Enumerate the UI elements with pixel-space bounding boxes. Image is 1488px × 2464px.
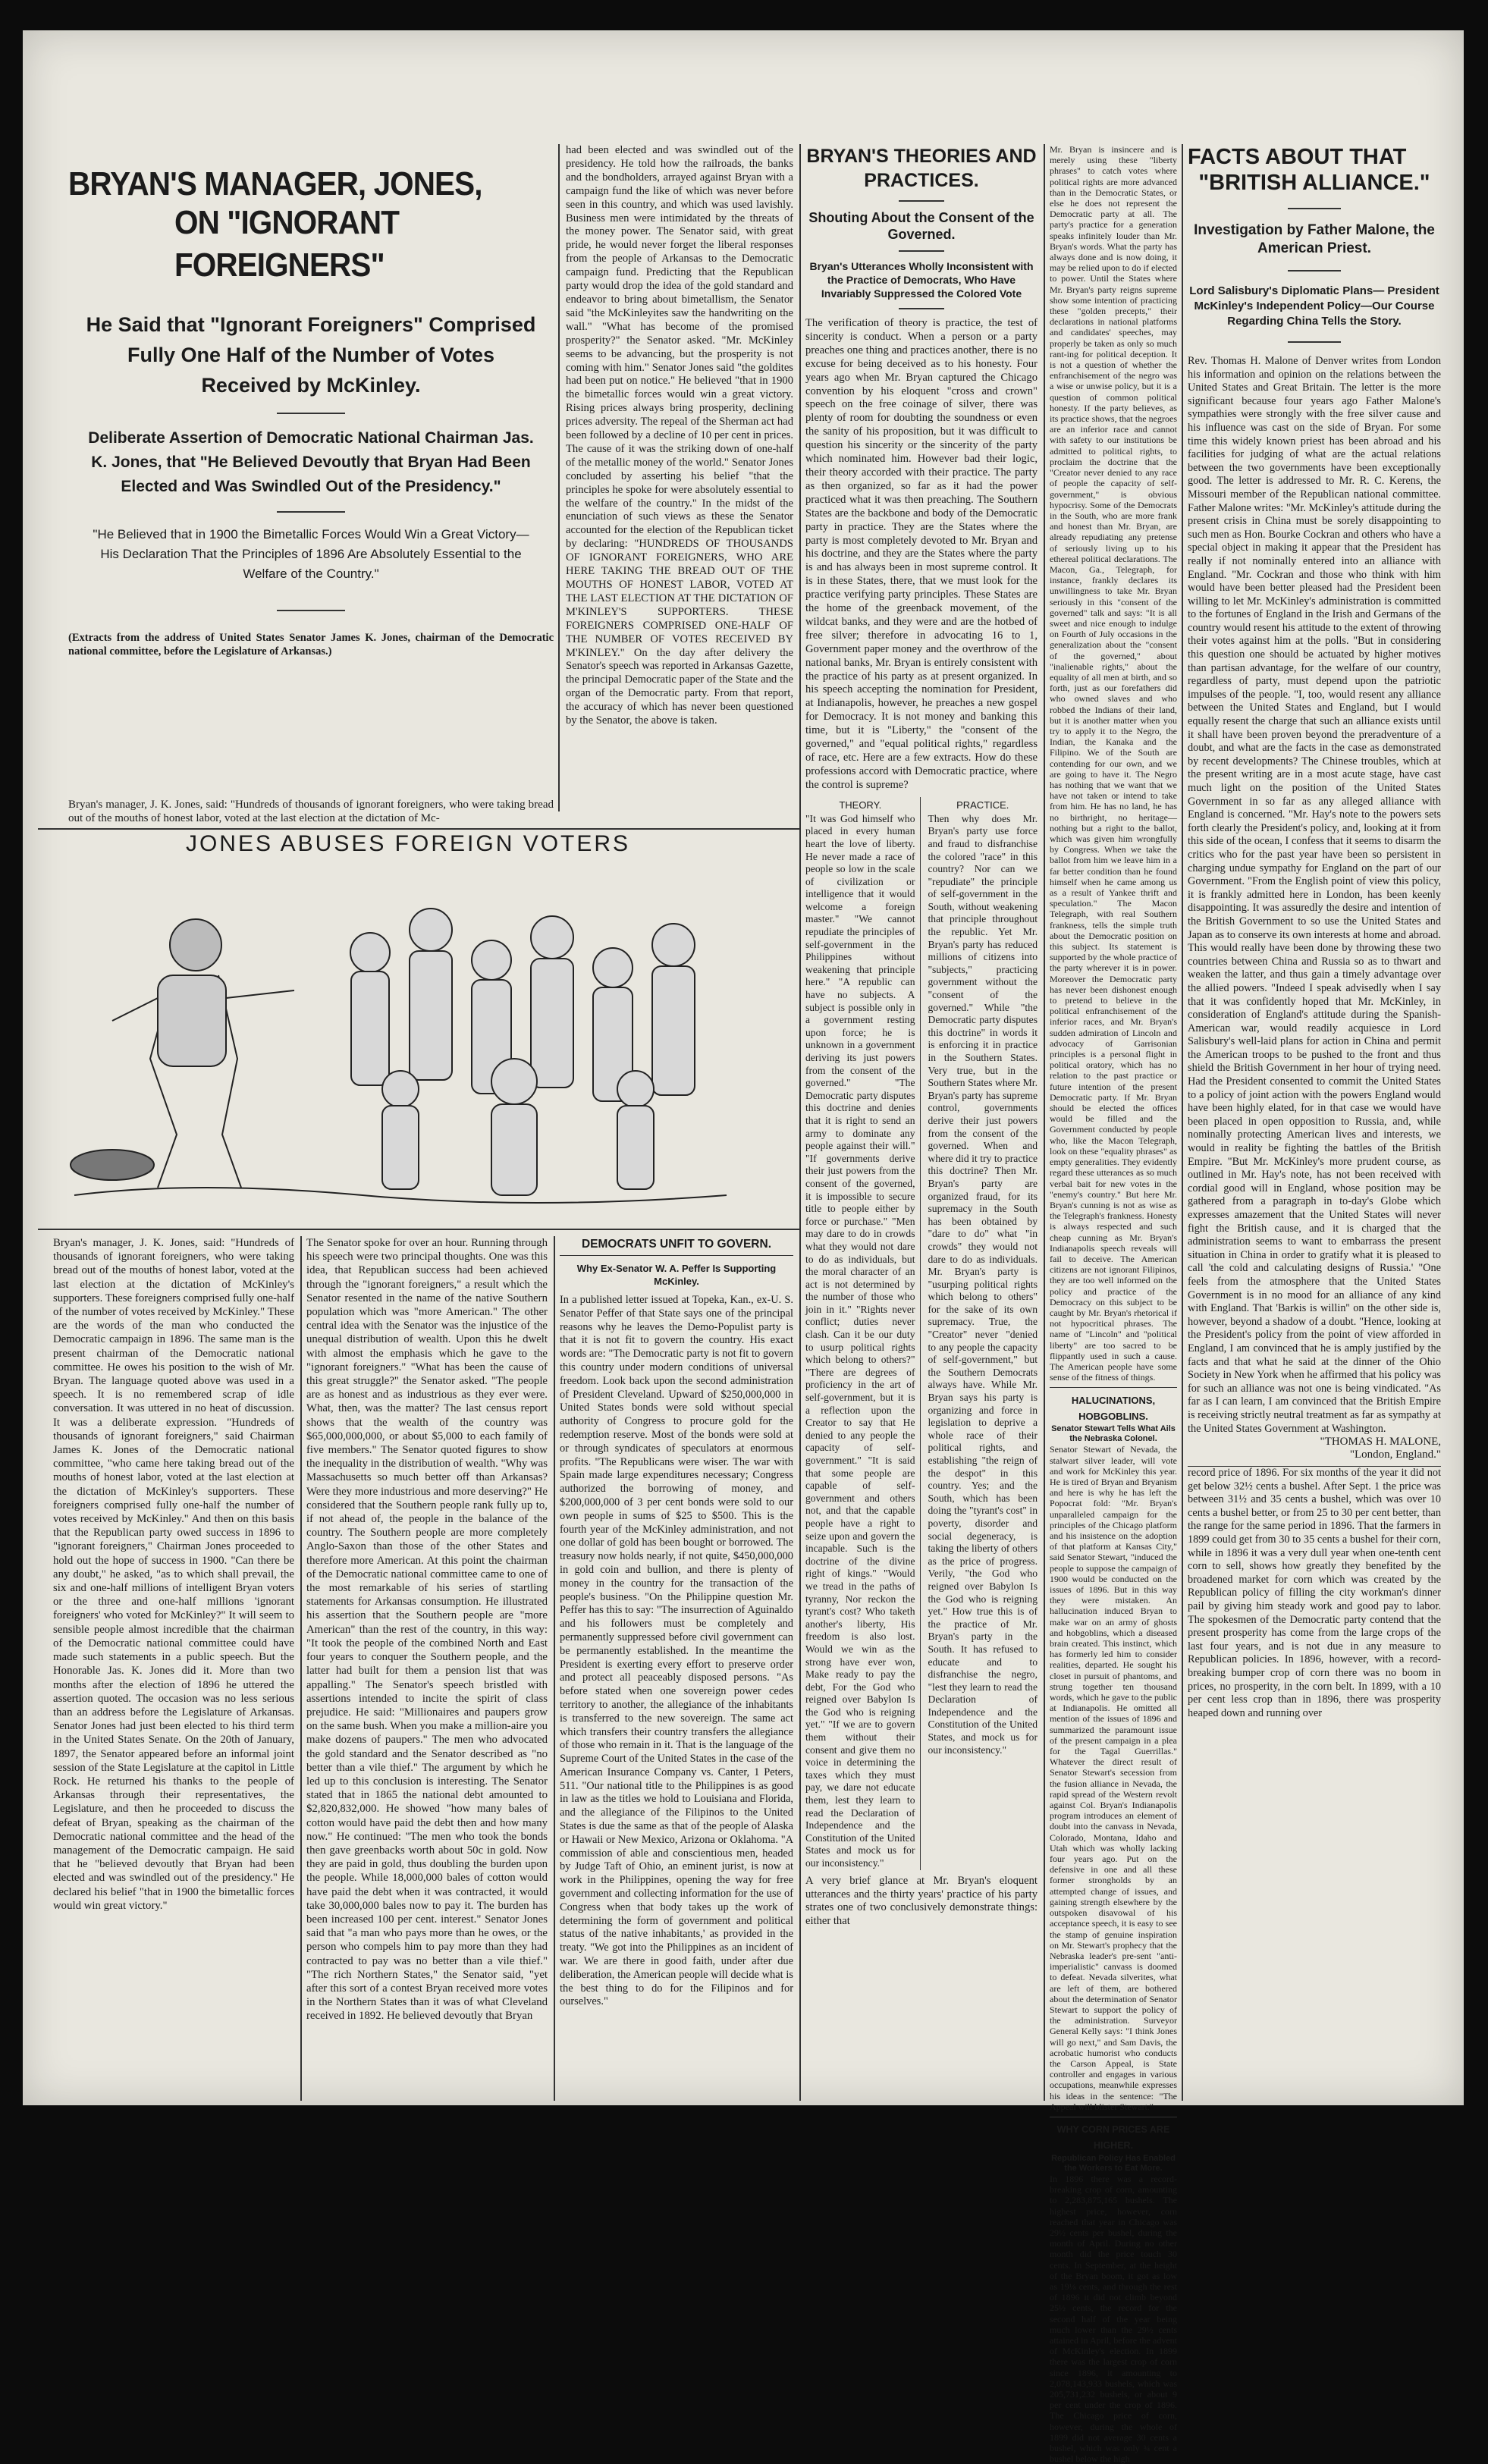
corn-subhead: Republican Policy Has Enabled the Workers to Eat More.	[1051, 2153, 1176, 2173]
alliance-subhead-1: Investigation by Father Malone, the American Priest.	[1194, 222, 1435, 256]
vertical-rule	[558, 144, 560, 811]
cartoon-drawing	[44, 862, 772, 1226]
alliance-headline-1: FACTS ABOUT THAT	[1188, 145, 1407, 169]
cartoon-title: JONES ABUSES FOREIGN VOTERS	[185, 831, 631, 856]
alliance-headline-2: "BRITISH ALLIANCE."	[1198, 171, 1430, 195]
theories-closing: A very brief glance at Mr. Bryan's eloquent utterances and the thirty years' practice of his party strates one of two conclusively demonstrate things: either that	[805, 1874, 1038, 1928]
peffer-body: In a published letter issued at Topeka, Kan., ex-U. S. Senator Peffer of that State says one of the principal reasons why he leaves the Demo-Populist party is that it is not fit to govern the country. His exact words are: "The Democratic party is not fit to govern this country under modern conditions of universal freedom. Look back upon the second administration of President Cleveland. Upward of $250,000,000 in United States bonds were sold without special authority of Congress to procure gold for the redemption reserve. Most of the bonds were sold at or through syndicates of speculators at enormous profits. "The Republicans were wiser. The war with Spain made large expenditures necessary; Congress authorized the borrowing of money, and $200,000,000 of 3 per cent bonds were sold to our own people in sums of $25 to $500. This is the fourth year of the McKinley administration, and not one dollar of gold has been bought or borrowed. The treasury now holds nearly, if not quite, $450,000,000 in gold coin and bullion, and there is plenty of money in the country for the transaction of the people's business. "On the Philippine question Mr. Peffer has this to say: "The insurrection of Aguinaldo and his followers must be completely and permanently suppressed before civil government can be permanently established. In the meantime the President is exerting every effort to preserve order and protect all peaceably disposed persons. "As before stated when one sovereign power cedes territory to another, the allegiance of the inhabitants is transferred to the new sovereign. The same act which transfers their country transfers the allegiance of those who remain in it. That is the language of the Supreme Court of the United States in the case of the American Insurance Company vs. Canter, 1 Peters, 511. "Our national title to the Philippines is as good in law as the titles we hold to Louisiana and Florida, and the allegiance of the Filipinos to the United States is due the same as that of the people of Alaska or Hawaii or New Mexico, Arizona or Oklahoma. "A commission of able and conscientious men, headed by Judge Taft of Ohio, an eminent jurist, is now at work in the Philippines, opening the way for free government and collecting information for the use of Congress when that body takes up the work of determining the form of government and political status of the native inhabitants,' as provided in the treaty. "We got into the Philippines as an incident of war. We are there in good faith, under after due deliberation, the American people will decide what is the best thing to do for the Filipinos and for ourselves."	[560, 1294, 793, 2008]
hobgoblins-headline: HALUCINATIONS, HOBGOBLINS.	[1050, 1387, 1177, 1424]
divider	[1288, 270, 1341, 272]
corn-continued: record price of 1896. For six months of the year it did not get below 32½ cents a bushel. After Sept. 1 the price was between 31½ and 35 cents a bushel, which was over 10 cents a bushel better, or from 25 to 30 per cent better, than the range for the same period in 1896. That the farmers in 1899 could get from 30 to 35 cents a bushel for their corn, while in 1896 it was a very dull year when one-tenth cent corn to sell, shows how greatly they benefited by the broadened market for corn which was created by the Republican policy of filling the city workman's dinner pail by giving him steady work and good pay to labor. The spokesmen of the Democratic party contend that the present prosperity has come from the large crops of the last four years, and is not due in any measure to Republican policies. In 1896, however, with a record-breaking bumper crop of corn there was no boom in prices, no prosperity, in the corn belt. In 1899, with a 10 per cent less crop than in 1896, there was prosperity heaped down and running over	[1188, 1467, 1441, 1719]
theories-headline: BRYAN'S THEORIES AND PRACTICES.	[806, 146, 1037, 191]
divider	[899, 250, 944, 252]
alliance-subhead-2: Lord Salisbury's Diplomatic Plans— President McKinley's Independent Policy—Our Course Regarding China Tells the Story.	[1189, 284, 1439, 328]
col2-body: had been elected and was swindled out of the presidency. He told how the railroads, the banks and the bondholders, arrayed against Bryan with a campaign fund the like of which was never before seen in this country, and which was used lavishly. Business men were intimidated by the threats of the money power. The Senator said, with great pride, he would never forget the liberal responses from the people of Arkansas to the Democratic campaign fund. Predicting that the Republican party would drop the idea of the gold standard and endeavor to bring about bimetallism, the Senator said "the McKinleyites saw the handwriting on the wall." "What has become of the promised prosperity?" the Senator asked. "Mr. McKinley seems to be advancing, but the prosperity is not coming with him." Senator Jones said "the goldites had been put on notice." He believed "that in 1900 the bimetallic forces would win a great victory. Rising prices always bring prosperity, declining prices adversity. The repeal of the Sherman act had been followed by a decline of 10 per cent in prices. The cause of it was the striking down of one-half of the metallic money of the world." Senator Jones concluded by asserting his belief "that the principles he spoke for were absolutely essential to the welfare of the country." In the midst of the enunciation of such views as these the Senator accounted for the election of the Republican ticket by declaring: "HUNDREDS OF THOUSANDS OF IGNORANT FOREIGNERS, WHO ARE HERE TAKING THE BREAD OUT OF THE MOUTHS OF HONEST LABOR, VOTED AT THE LAST ELECTION AT THE DICTATION OF M'KINLEY'S SUPPORTERS. THESE FOREIGNERS COMPRISED ONE-HALF OF THE NUMBER OF VOTES RECEIVED BY M'KINLEY." On the day after delivery the Senator's speech was reported in Arkansas Gazette, the principal Democratic paper of the State and the organ of the Democratic party. From that report, the accuracy of which has never been questioned by the Senator, the above is taken.	[566, 144, 793, 727]
divider	[1288, 208, 1341, 209]
corn-headline: WHY CORN PRICES ARE HIGHER.	[1050, 2117, 1177, 2154]
vertical-rule	[554, 1236, 555, 2101]
divider	[899, 308, 944, 309]
column-peffer	[560, 1236, 793, 2093]
column-2-top	[566, 144, 793, 819]
theory-text: "It was God himself who placed in every human heart the love of liberty. He never made a race of people so low in the scale of civilization or intelligence that it would welcome a foreign master." "We cannot repudiate the principles of self-government in the Philippines without weakening that principle here." "A republic can have no subjects. A subject is possible only in a government resting upon force; he is unknown in a government deriving its just powers from the consent of the governed." "The Democratic party disputes this doctrine and denies that it is right to send an army to dominate any people against their will." "If governments derive their just powers from the consent of the governed, it is impossible to secure title to people either by force or purchase." "Men may dare to do in crowds what they would not dare to do as individuals, but the moral character of an act is not determined by the number of those who join in it." "Rights never conflict; duties never clash. Can it be our duty to usurp political rights which belong to others?" "There are degrees of proficiency in the art of self-government, but it is a reflection upon the Creator to say that He denied to any people the capacity of self-government." "It is said that some people are capable of self-government and others not, and that the capable people have a right to seize upon and govern the incapable. Such is the doctrine of the divine right of kings." "Would we tread in the paths of tyranny, Nor reckon the tyrant's cost? Who taketh another's liberty, His freedom is also lost. Would we win as the strong have ever won, Make ready to pay the debt, For the God who reigned over Babylon Is the God who is reigning yet." "If we are to govern them without their consent and give them no voice in determining the taxes which they must pay, we dare not educate them, lest they learn to read the Declaration of Independence and the Constitution of the United States and mock us for our inconsistency."	[805, 812, 915, 1869]
column-3	[805, 144, 1038, 2101]
column-2-lower	[306, 1236, 548, 2093]
jones-said-body: Bryan's manager, J. K. Jones, said: "Hundreds of thousands of ignorant foreigners, who were taking bread out of the mouths of honest labor, voted at the last election at the dictation of Mc-	[68, 799, 554, 825]
theory-label: THEORY.	[839, 799, 882, 811]
divider	[277, 610, 345, 611]
peffer-subhead: Why Ex-Senator W. A. Peffer Is Supporting McKinley.	[576, 1263, 777, 1287]
vertical-rule	[1044, 144, 1045, 2101]
newspaper-page	[23, 30, 1464, 2464]
corn-body: In 1896 there was a record-breaking crop of corn, amounting to 2,283,875,165 bushels. The highest price, however, corn reached that year in Chicago was 29½ cents per bushel, during the month of April. During no other month did the price touch 30 cents. In September, at the height of the Bryan boom, it got as low as 19⅛ cents, and through the rest of 1896 it did not climb beyond 25½ cents, the record for the second half of the year being much lower than the 29½ cents attained in April, before the advent of McKinley's election. In 1899 there was the largest crop of corn since 1896, it amounting to 2,078,143,933 bushels, which was 205,731,232 bushels, or about 9 per cent under the crop of 1896. The Chicago price of corn, however, during the whole of 1899 did not average 30 cents a bushel, which was only ¾ cent a bushel below the high	[1050, 2173, 1177, 2464]
practice-text: Then why does Mr. Bryan's party use force and fraud to disfranchise the colored "race" in this country? Nor can we "repudiate" the principle of self-government in the South, without weakening that principle throughout the republic. Yet Mr. Bryan's party has reduced millions of citizens into "subjects," practicing government without the "consent of the governed." While "the Democratic party disputes this doctrine" in words it is enforcing it in practice in the Southern States. Very true, but in the Southern States where Mr. Bryan's party has supreme control, governments derive their just powers from the consent of the governed. When and where did it try to practice this doctrine? Then Mr. Bryan's party are organized fraud, for its supremacy in the South has been obtained by "dare to do" what "in crowds" they would not dare to do as individuals. Mr. Bryan's party is "usurping political rights which belong to others" for the sake of its own supremacy. True, the "Creator" never "denied to any people the capacity of self-government," but the Southern Democrats always have. While Mr. Bryan says his party is organizing and force in legislation to deprive a whole race of their political rights, and establishing "the reign of the despot" in this country. Yes; and the South, which has been doing the "tyrant's cost" in poverty, disorder and social degeneracy, is taking the liberty of others as the price of progress. Verily, "the God who reigned over Babylon Is the God who is reigning yet." How true this is of the practice of Mr. Bryan's party in the South. It has refused to educate and to disfranchise the negro, "lest they learn to read the Declaration of Independence and the Constitution of the United States, and mock us for our inconsistency."	[928, 812, 1038, 1756]
col1-body: Bryan's manager, J. K. Jones, said: "Hundreds of thousands of ignorant foreigners, who were taking bread out of the mouths of honest labor, voted at the last election at the dictation of McKinley's supporters. These foreigners comprised fully one-half of the number of votes received by McKinley." These are the words of the man who conducted the Democratic campaign in 1896. The same man is the present chairman of the Democratic national committee. He owes his position to the wish of Mr. Bryan. The language quoted above was used in a speech. It is no remembered scrap of idle conversation. It was uttered in no heat of discussion. It was a deliberate expression. "Hundreds of thousands of ignorant foreigners," said Chairman James K. Jones of the Democratic national committee, "who came here taking bread out of the mouths of honest labor, voted at the last election at the dictation of McKinley's supporters. These foreigners comprised fully one-half the number of votes received by McKinley." And then on this basis that the Republican party owed success in 1896 to "ignorant foreigners," Chairman Jones proceeded to hold out the hope of success in 1900. "Can there be any doubt," he asked, "as to which shall prevail, the six and one-half millions of intelligent Bryan voters or the three and one-half millions 'ignorant foreigners' who voted for McKinley?" It will seem to sensible people almost incredible that the chairman of the Democratic national committee could have made such statements in a public speech. But the Honorable Jas. K. Jones did it. More than two months after the election of 1896 he uttered the assertion quoted. The occasion was no less serious than an address before the Legislature of Arkansas. Senator Jones had just been elected to his third term in the United States Senate. On the 20th of January, 1897, the Senator appeared before an informal joint session of the State Legislature at the capitol in Little Rock. He returned his thanks to the people of Arkansas through their representatives, the Legislature, and then he proceeded to discuss the defeat of Bryan, speaking as the chairman of the Democratic national committee and the head of the management of the Democratic campaign. He said that he "believed devoutly that Bryan had been elected and was swindled out of the presidency." He declared his belief "that in 1900 the bimetallic forces would win great victory."	[53, 1237, 294, 1912]
col4-body: Mr. Bryan is insincere and is merely using these "liberty phrases" to catch votes where political rights are more advanced than in the Democratic States, or else he does not represent the Democratic party at all. The party's practice for a generation speaks infinitely louder than Mr. Bryan's words. What the party has always done and is now doing, it may be relied upon to do if elected to power. Until the States where Mr. Bryan's party reigns supreme show some intention of practicing these "golden precepts," their declarations in national platforms and candidates' speeches, may properly be taken as only so much rant-ing for political deception. It is not a question of whether the enfranchisement of the negro was a wise or unwise policy, but it is a question of common political honesty. If the party believes, as its practice shows, that the negroes are an inferior race and cannot with safety to our institutions be admitted to political rights, to proclaim the doctrine that the "Creator never denied to any race of people the capacity of self-government," is obvious hypocrisy. Some of the Democrats in the South, who are more frank and honest than Mr. Bryan, are already repudiating any pretense of seriously living up to his ethereal political declarations. The Macon, Ga., Telegraph, for instance, frankly declares its unwillingness to take Mr. Bryan seriously in this "consent of the governed" talk and says: "It is all sweet and nice enough to indulge on Fourth of July occasions in the generalization about the "consent of the governed," about "inalienable rights," about the equality of all men at birth, and so forth, just as our forefathers did who owned slaves and who robbed the Indians of their land, but it is another matter when you try to apply it to the Negro, the Indian, the Kanaka and the Filipino. We of the South are contending for our own, and we are going to have it. The Negro has nothing that we want that we have not taken or intend to take from him. He has no land, he has no birthright, no heritage—nothing but a right to the ballot, which was given him wrongfully by Congress. When we take the ballot from him we leave him in a far better condition than he found himself when he came among us as a result of Yankee thrift and speculation." The Macon Telegraph, with real Southern frankness, tells the simple truth about the Democratic position on this subject. Its statement is supported by the whole practice of the party wherever it is in power. Moreover the Democratic party has never been dishonest enough to pretend to believe in the political enfranchisement of the inferior races, and Mr. Bryan's sudden admiration of Lincoln and advocacy of Garrisonian principles is a personal flight in political oratory, which has no relation to the past practice or future intention of the present Democratic party. If Mr. Bryan should be elected the offices would be filled and the Government conducted by people who, like the Macon Telegraph, look on these "equality phrases" as empty generalities. They evidently regard these utterances as so much verbal bait for new votes in the "enemy's country." But here Mr. Bryan's cunning is not as wise as the Telegraph's frankness. Honesty is always respected and such cheap cunning as Mr. Bryan's Indianapolis speech reveals will fail to deceive. The American citizens are not ignorant Filipinos, they are too well informed on the policy and practice of the Democracy on this subject to be caught by Mr. Bryan's rhetorical if not hypocritical phrases. The name of "Lincoln" and "political liberty" are too sacred to be flippantly used in such a cause. The American people have some sense of the fitness of things.	[1050, 144, 1177, 1383]
divider	[899, 200, 944, 202]
practice-label: PRACTICE.	[956, 799, 1009, 811]
horizontal-rule	[38, 1229, 799, 1230]
alliance-body: Rev. Thomas H. Malone of Denver writes from London his information and opinion on the relations between the United States and Great Britain. The letter is the more significant because four years ago Father Malone's sympathies were strongly with the free silver cause and his influence was cast on the side of Bryan. For some time this widely known priest has been abroad and his facilities for judging of what are the actual relations between the two governments have been exceptionally good. The letter is addressed to Mr. R. C. Kerens, the Missouri member of the Republican national committee. Father Malone writes: "Mr. McKinley's attitude during the present crisis in China must be sorely disappointing to such men as Hon. Bourke Cockran and others who have a special object in making it appear that the President has really if not nominally entered into an alliance with England. "Mr. Cockran and those who think with him would have been better pleased had the President been willing to let Mr. McKinley's administration is committed to the fortunes of England in the Irish and Germans of the country would resent his attitude to the extent of throwing their votes against him at the polls. "But in considering this question one should be actuated by higher motives than partisan advantage, for the welfare of our country, regardless of party, must depend upon the patriotic impulses of the people. "I, too, would resent any alliance between the United States and England, but I would equally resent the charge that such an alliance exists until it shall have been proven beyond the preradventure of a doubt, and what are the facts in the case as demonstrated by recent developments? The Chinese troubles, which at the present writing are in a most acute stage, have cast much light on the position of the United States Government in so far as any alleged alliance with England is concerned. "Mr. Hay's note to the powers sets forth clearly the President's policy, and, looking at it from this side of the ocean, I confess that it seems to disarm the critics who for the past year have been so persistent in charging undue sympathy for England on the part of our Government. "From the English point of view this policy, it is frankly admitted here in London, has been keenly disappointing. It was assuredly the desire and intention of the British Government to so use the United States and Japan as to conserve its own interests at home and abroad. This would really have been done by throwing these two countries between China and Russia so as to thwart and weaken the latter, and thus gain a timely advantage over the allied powers. "Indeed I speak advisedly when I say that it was confidently hoped that Mr. McKinley, in consideration of England's attitude during the Spanish-American war, would readily acquiesce in Lord Salisbury's well-laid plans for action in China and permit the American troops to be pushed to the front and thus shield the British Government in her hour of trying need. Had the President consented to commit the United States to a policy of joint action with the powers England would have been highly elated, for in that case we would have been placed in open opposition to Russia, and, while nominally protecting American lives and interests, we would in reality be fighting the battles of the British Empire. "But Mr. McKinley's more prudent course, as outlined in Mr. Hay's note, has not been received with cordial good will in England, whose position may be gathered from a paragraph in to-day's Globe which expresses amazement that the United States will never fight the British cause, and it is charged that the administration seems to want to embarrass the present situation in China in order to gratify what it is pleased to call 'the cold and calculating designs of Russia.' "One feels from the atmosphere that the United States Government is in no mood for an alliance of any kind with England. That 'Barkis is willin'' on the other side is, however, beyond a shadow of a doubt. "Hence, looking at the President's policy from the point of view afforded in England, I am convinced that he is amply justified by the facts and that what he said at the dinner of the Ohio Society in New York when he affirmed that his policy was for such an alliance was not one is being vindicated. "As far as I can learn, I am convinced that the British Empire is receiving strictly neutral treatment as far as sympathy at the United States Government at Washington.	[1188, 355, 1442, 1435]
horizontal-rule	[38, 828, 799, 830]
vertical-rule	[799, 144, 801, 2101]
theories-subhead-2: Bryan's Utterances Wholly Inconsistent with the Practice of Democrats, Who Have Invariably Suppressed the Colored Vote	[809, 260, 1034, 300]
subhead-3: "He Believed that in 1900 the Bimetallic Forces Would Win a Great Victory— His Declaration That the Principles of 1896 Are Absolutely Essential to the Welfare of the Country."	[93, 527, 529, 581]
theory-practice-table	[805, 797, 1038, 1870]
divider	[1288, 341, 1341, 343]
column-4	[1050, 144, 1177, 2464]
subhead-2: Deliberate Assertion of Democratic National Chairman Jas. K. Jones, that "He Believed Devoutly that Bryan Had Been Elected and Was Swindled Out of the Presidency."	[88, 429, 534, 495]
headline-line1-big: BRYAN'S MANAGER, JONES,	[68, 165, 482, 202]
vertical-rule	[300, 1236, 302, 2101]
peffer-headline: DEMOCRATS UNFIT TO GOVERN.	[560, 1236, 793, 1256]
column-5	[1188, 144, 1441, 2101]
col2-body-lower: The Senator spoke for over an hour. Running through his speech were two principal thoughts. One was this idea, that Republican success had been achieved through the "ignorant foreigners," a result which the Senator resented in the name of the native Southern population which was "more American." The other central idea with the Senator was the injustice of the unequal distribution of wealth. Upon this he dwelt with almost the emphasis which he gave to the "ignorant foreigners." "What has been the cause of this great struggle?" the Senator asked. "The people are as honest and as industrious as they ever were. What, then, was the matter? The last census report shows that the wealth of the country was $65,000,000,000, or about $5,000 to each family of five members." The Senator quoted figures to show the inequality in the distribution of wealth. "Why was Massachusetts so much better off than Arkansas? Were they more industrious and more deserving?" He considered that the Southern people rank fully up to, if not ahead of, the people in the balance of the country. The Southern people are more completely Anglo-Saxon than those of the other States and therefore more American. At this point the chairman of the Democratic national committee came to one of the most remarkable of his series of startling statements for Arkansas consumption. He illustrated his assertion that the Southern people are "more American" than the rest of the country, in this way: "It took the people of the combined North and East four years to conquer the Southern people, and the latter had built for them a pension list that was appalling." The Senator's speech bristled with assertions intended to incite the spirit of class prejudice. He said: "Millionaires and paupers grow on the same bush. When you make a million-aire you make dozens of paupers." The men who advocated the gold standard and the Senator described as "no better than a vile thief." The argument by which he led up to this conclusion is interesting. The Senator stated that in 1865 the national debt amounted to $2,820,832,000. He showed "how many bales of cotton would have paid the debt then and how many now." He continued: "The men who took the bonds then gave greenbacks worth about 50c in gold. Now they are paid in gold, thus doubling the burden upon the people. While 18,000,000 bales of cotton would have paid the debt when it was contracted, it would take 30,000,000 bales now to pay it. The burden has been increased 100 per cent. interest." Senator Jones said that "a man who pays more than he owes, or the person who compels him to pay more than they had contracted to pay was no better than a vile thief." "The rich Northern States," the Senator said, "yet after this sort of a contest Bryan received more votes in the Northern States than it was of what Cleveland received in 1892. He believed devoutly that Bryan	[306, 1237, 548, 2023]
vertical-rule	[1182, 144, 1183, 2101]
theories-subhead-1: Shouting About the Consent of the Governed.	[808, 210, 1034, 242]
column-1-lower	[53, 1236, 294, 2093]
practice-column	[928, 797, 1038, 1870]
cartoon-illustration	[44, 831, 772, 1226]
intro-extract: (Extracts from the address of United States Senator James K. Jones, chairman of the Democratic national committee, before the Legislature of Arkansas.)	[68, 632, 554, 658]
subhead-1: He Said that "Ignorant Foreigners" Comprised Fully One Half of the Number of Votes Received by McKinley.	[86, 313, 536, 397]
divider	[277, 511, 345, 513]
hobgoblins-body: Senator Stewart of Nevada, the stalwart silver leader, will vote and work for McKinley this year. He is tired of Bryan and Bryanism and here is why he has left the Popocrat fold: "Mr. Bryan's unparalleled campaign for the principles of the Chicago platform and his insistence on the adoption of that platform at Kansas City," said Senator Stewart, "induced the people to suppose the campaign of 1900 would be conducted on the issues of 1896. But in this way they were mistaken. An hallucination induced Bryan to make war on an army of ghosts and hobgoblins, which a diseased brain created. This instinct, which has formerly led him to consider realities, departed. He sought his closet in pursuit of phantoms, and strung together ten thousand words, which he gave to the public at Indianapolis. He omitted all mention of the issues of 1896 and summarized the paramount issue of the present campaign in a plea for the Tagal Guerrillas." Whatever the direct result of Senator Stewart's secession from the fusion alliance in Nevada, the rapid spread of the Western revolt against Col. Bryan's Indianapolis program introduces an element of doubt into the canvass in Nevada, Colorado, Montana, Idaho and Utah which was wholly lacking four years ago. Put on the defensive in one and all these former strongholds by an attempted change of issues, and gaining strength elsewhere by the outspoken disavowal of his acceptance speech, it is easy to see the stamp of genuine inspiration on Mr. Stewart's prophecy that the Nebraska leader's pre-sent "anti-imperialistic" canvass is doomed to defeat. Nevada silverites, what are left of them, are bothered about the determination of Senator Stewart to support the policy of the administration. Surveyor General Kelly says: "I think Jones will go next," and Sam Davis, the acrobatic humorist who conducts the Carson Appeal, is State controller and engages in various occupations, meanwhile expresses his ideas in the sentence: "The Appeal will blister Stewart."	[1050, 1444, 1177, 2112]
headline-line2: ON "IGNORANT FOREIGNERS"	[174, 204, 400, 284]
theory-column	[805, 797, 921, 1870]
signature-place: "London, England."	[1349, 1449, 1441, 1461]
theories-body: The verification of theory is practice, the test of sincerity is conduct. When a person or a party preaches one thing and practices another, there is no excuse for being deceived as to his honesty. Four years ago when Mr. Bryan captured the Chicago convention by his eloquent "cross and crown" speech on the free coinage of silver, there was plenty of room for doubting the soundness or even the sanity of his proposition, but it was difficult to question his sincerity or the sincerity of the party which nominated him. However bad their logic, their theory accorded with their practice. The party as then organized, so far as it had the power practiced what it was then preaching. The Southern States are the backbone and body of the Democratic party in practice. They are the States where the party is most completely devoted to Mr. Bryan and his doctrine, and they are the States where the party is and has always been in most supreme control. It is in these States, there, that we must look for the practice verifying party principles. These States are the home of the greenback movement, of the wildcat banks, and they were and are the hotbed of free silver; therefore in advocating 16 to 1, Government paper money and the overthrow of the national banks, Mr. Bryan is entirely consistent with the practice of his party as at present organized. In his speech accepting the nomination for President, at Indianapolis, however, he preaches a new gospel for Democracy. It is not money and banking this time, but it is "Liberty," the "consent of the governed," and "equal political rights," regardless of race, etc. Here are a few extracts. How do these professions accord with Democratic practice, where the control is supreme?	[805, 317, 1038, 791]
divider	[277, 413, 345, 414]
hobgoblins-subhead: Senator Stewart Tells What Ails the Nebraska Colonel.	[1051, 1424, 1176, 1444]
signature: "THOMAS H. MALONE,	[1320, 1436, 1441, 1449]
